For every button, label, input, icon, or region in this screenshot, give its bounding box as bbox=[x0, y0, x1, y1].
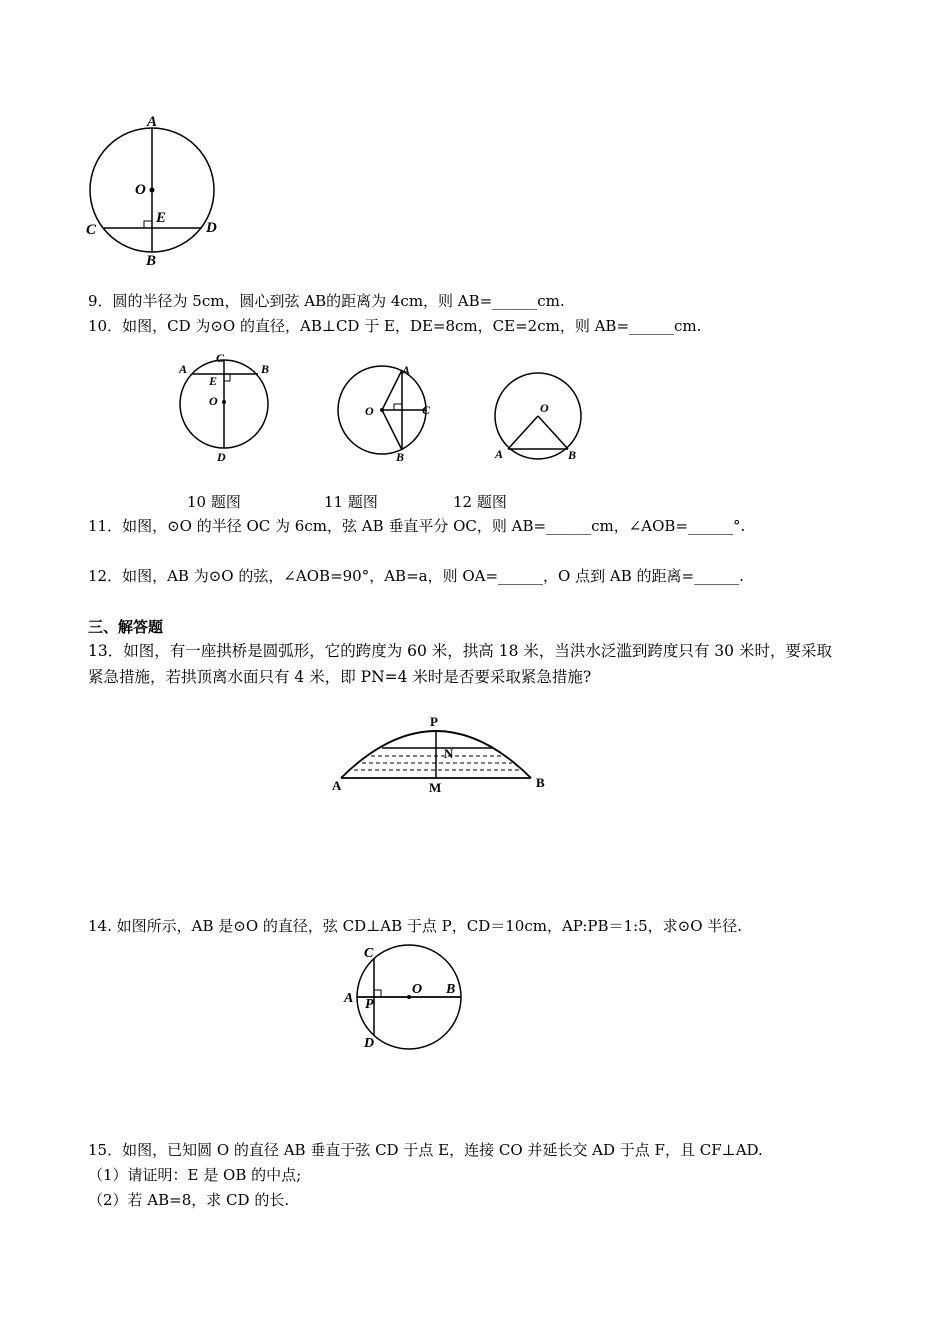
question-14: 14. 如图所示，AB 是⊙O 的直径，弦 CD⊥AB 于点 P，CD＝10cm，AP:PB＝1:5，求⊙O 半径. bbox=[88, 917, 743, 935]
label-c: C bbox=[364, 946, 374, 961]
label-d: D bbox=[364, 1036, 375, 1051]
label-m: M bbox=[429, 780, 442, 795]
caption-fig10: 10 题图 bbox=[187, 493, 241, 511]
label-d: D bbox=[206, 220, 217, 236]
label-o: O bbox=[209, 394, 218, 408]
figure-14 bbox=[338, 940, 468, 1052]
caption-fig12: 12 题图 bbox=[453, 493, 507, 511]
label-b: B bbox=[536, 775, 545, 790]
figure-11 bbox=[330, 358, 440, 466]
label-a: A bbox=[179, 362, 188, 376]
label-e: E bbox=[156, 210, 167, 226]
question-13-line1: 13．如图，有一座拱桥是圆弧形，它的跨度为 60 米，拱高 18 米，当洪水泛滥到跨度只有 30 米时，要采取 bbox=[88, 642, 832, 660]
label-p: P bbox=[365, 997, 374, 1012]
label-a: A bbox=[402, 363, 411, 377]
question-12: 12．如图，AB 为⊙O 的弦，∠AOB=90°，AB=a，则 OA=______，O 点到 AB 的距离=______. bbox=[88, 567, 744, 585]
question-10: 10．如图，CD 为⊙O 的直径，AB⊥CD 于 E，DE=8cm，CE=2cm，则 AB=______cm. bbox=[88, 317, 702, 335]
figure-top-circle bbox=[80, 108, 230, 273]
label-b: B bbox=[261, 362, 270, 376]
label-a: A bbox=[495, 447, 504, 461]
label-b: B bbox=[146, 253, 157, 269]
label-o: O bbox=[540, 401, 549, 415]
figure-12 bbox=[488, 366, 588, 466]
label-e: E bbox=[209, 374, 218, 388]
question-15: 15．如图，已知圆 O 的直径 AB 垂直于弦 CD 于点 E，连接 CO 并延长交 AD 于点 F，且 CF⊥AD. bbox=[88, 1141, 763, 1159]
label-a: A bbox=[147, 114, 158, 130]
label-b: B bbox=[568, 448, 577, 462]
section-title: 三、解答题 bbox=[88, 618, 164, 636]
label-a: A bbox=[332, 778, 342, 793]
question-11: 11．如图，⊙O 的半径 OC 为 6cm，弦 AB 垂直平分 OC，则 AB=______cm，∠AOB=______°. bbox=[88, 517, 746, 535]
label-c: C bbox=[422, 403, 431, 417]
label-o: O bbox=[412, 982, 423, 997]
label-d: D bbox=[217, 450, 226, 464]
label-o: O bbox=[135, 182, 146, 198]
question-15-part1: （1）请证明：E 是 OB 的中点; bbox=[88, 1166, 302, 1184]
caption-fig11: 11 题图 bbox=[324, 493, 378, 511]
label-c: C bbox=[86, 222, 97, 238]
label-b: B bbox=[446, 982, 456, 997]
label-o: O bbox=[365, 404, 374, 418]
label-b: B bbox=[396, 450, 405, 464]
label-n: N bbox=[444, 746, 454, 761]
label-c: C bbox=[216, 354, 225, 365]
question-9: 9．圆的半径为 5cm，圆心到弦 AB的距离为 4cm，则 AB=______cm. bbox=[88, 292, 565, 310]
label-a: A bbox=[344, 991, 354, 1006]
figure-10 bbox=[172, 354, 282, 466]
question-13-line2: 紧急措施，若拱顶离水面只有 4 米，即 PN=4 米时是否要采取紧急措施? bbox=[88, 668, 592, 686]
label-p: P bbox=[430, 714, 438, 729]
figure-13-arch-bridge bbox=[326, 712, 556, 796]
question-15-part2: （2）若 AB=8，求 CD 的长. bbox=[88, 1191, 290, 1209]
